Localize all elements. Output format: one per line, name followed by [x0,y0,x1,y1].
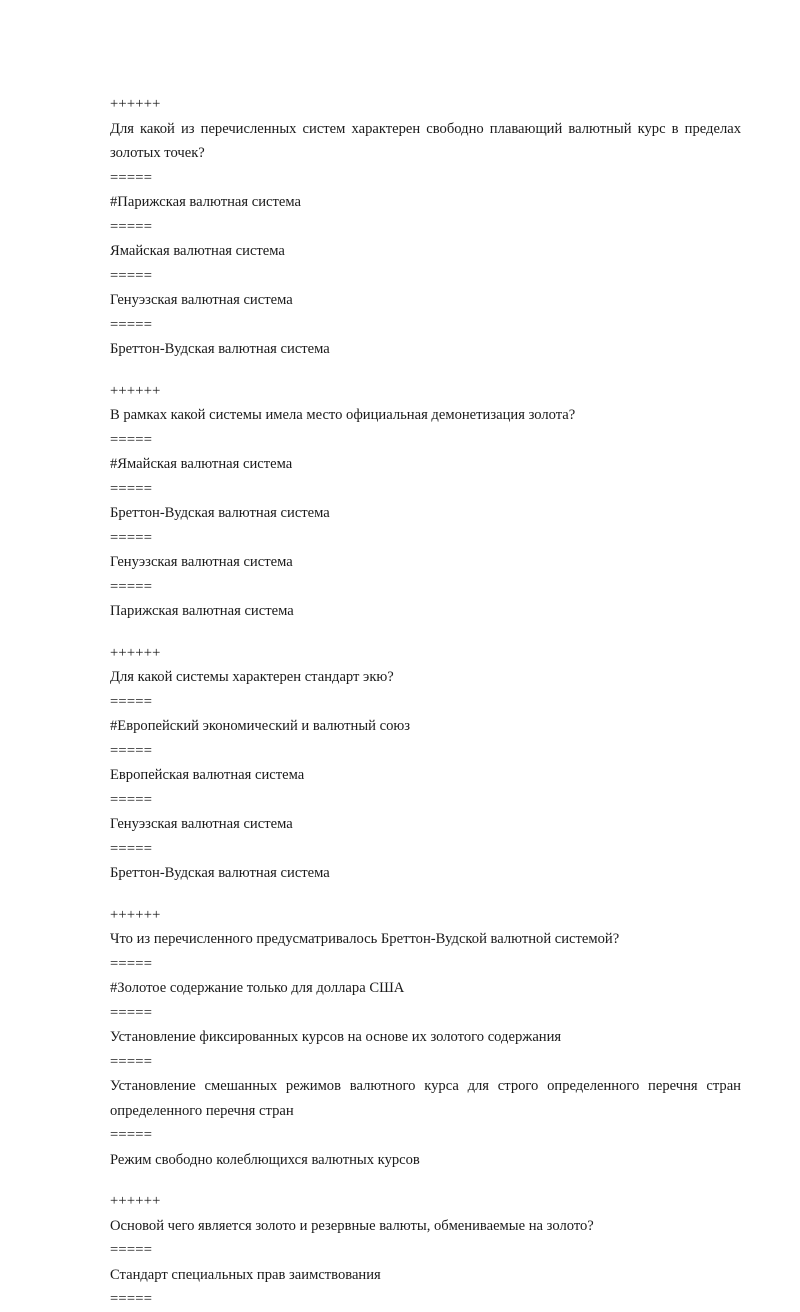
block-separator: ++++++ [110,906,161,923]
answer-separator: ===== [110,1127,153,1143]
answer-option: #Ямайская валютная система [110,456,293,472]
answer-separator: ===== [110,742,153,759]
answer-separator: ===== [110,480,153,497]
answer-separator: ===== [110,840,153,857]
answer-separator: ===== [110,529,153,546]
answer-option: Стандарт специальных прав заимствования [110,1266,381,1283]
answer-separator: ===== [110,218,153,235]
answer-separator: ===== [110,578,153,595]
answer-option: Европейская валютная система [110,767,305,783]
answer-option: #Европейский экономический и валютный союз [110,718,411,734]
answer-option: #Парижская валютная система [110,194,301,210]
question-text: Основой чего является золото и резервные валюты, обмениваемые на золото? [110,1217,594,1234]
answer-separator: ===== [110,316,153,333]
answer-option: Бреттон-Вудская валютная система [110,341,330,357]
question-block [110,1189,741,1312]
answer-option: Установление фиксированных курсов на основе их золотого содержания [110,1029,562,1045]
answer-separator: ===== [110,1291,153,1307]
question-text: Для какой системы характерен стандарт экю? [110,669,394,685]
answer-option: Бреттон-Вудская валютная система [110,505,330,521]
answer-separator: ===== [110,693,153,710]
answer-option: Парижская валютная система [110,603,294,619]
answer-option: Режим свободно колеблющихся валютных курсов [110,1151,420,1168]
answer-option: Ямайская валютная система [110,243,285,259]
answer-separator: ===== [110,791,153,808]
answer-separator: ===== [110,1004,153,1021]
question-block [110,92,741,362]
answer-separator: ===== [110,267,153,284]
question-block [110,903,741,1173]
answer-option: #Золотое содержание только для доллара США [110,980,405,996]
block-separator: ++++++ [110,382,161,399]
answer-option: Установление смешанных режимов валютного курса для строго определенного перечня стран определенного перечня стран [110,1078,741,1119]
answer-option: Генуэзская валютная система [110,554,293,570]
answer-option: Генуэзская валютная система [110,816,293,832]
answer-option: Бреттон-Вудская валютная система [110,865,330,881]
question-text: Для какой из перечисленных систем характерен свободно плавающий валютный курс в пределах золотых точек? [110,120,741,161]
block-separator: ++++++ [110,1193,161,1209]
answer-separator: ===== [110,169,153,186]
answer-separator: ===== [110,1053,153,1070]
answer-separator: ===== [110,955,153,972]
question-text: В рамках какой системы имела место официальная демонетизация золота? [110,407,576,423]
document-text-body [110,92,741,1312]
answer-option: Генуэзская валютная система [110,292,293,308]
answer-separator: ===== [110,1242,153,1258]
question-text: Что из перечисленного предусматривалось Бреттон-Вудской валютной системой? [110,931,620,947]
question-block [110,641,741,886]
question-block [110,379,741,624]
block-separator: ++++++ [110,96,161,112]
block-separator: ++++++ [110,644,161,661]
answer-separator: ===== [110,431,153,448]
